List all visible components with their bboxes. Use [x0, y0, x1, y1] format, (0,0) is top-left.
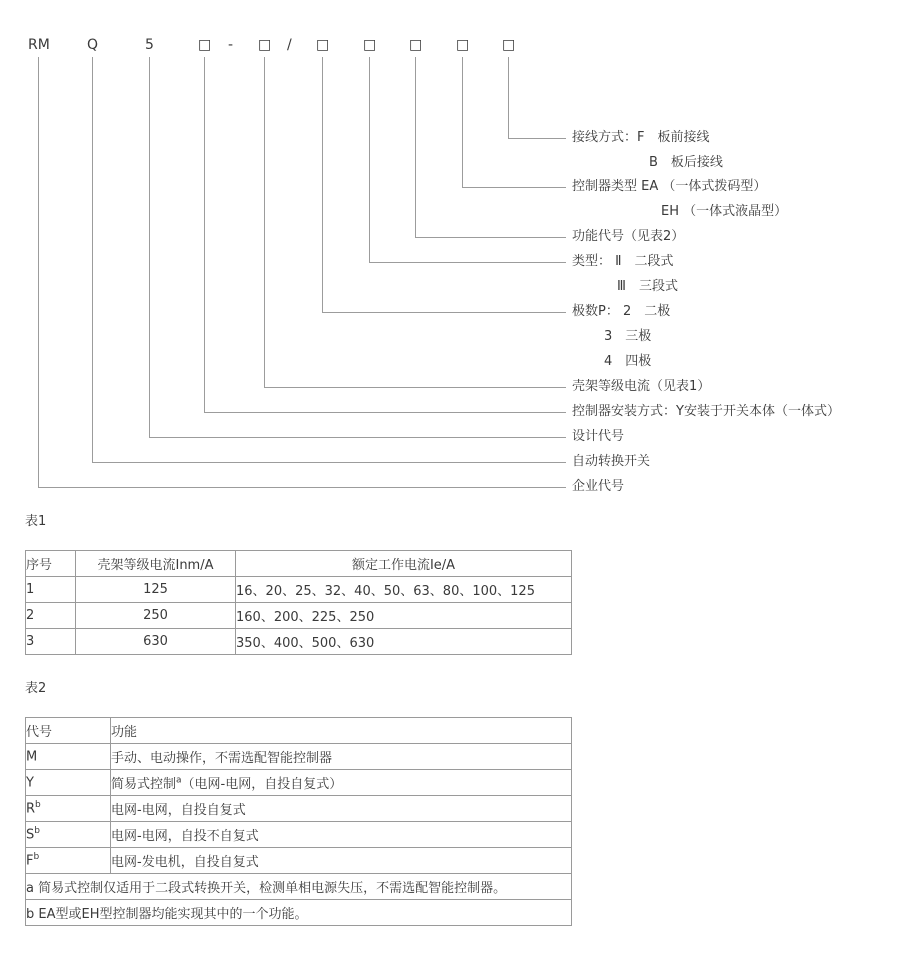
- connector-line: [149, 57, 150, 437]
- table2-function-codes: [25, 717, 572, 926]
- poles-label-2: 3 三极: [604, 329, 652, 344]
- connector-line: [415, 57, 416, 237]
- model-box: □: [198, 37, 212, 53]
- cell-code: [26, 744, 111, 770]
- connector-line: [415, 237, 566, 238]
- connector-line: [92, 462, 566, 463]
- code-text: M: [26, 749, 38, 765]
- table1-frame-current: [25, 550, 572, 655]
- cell-serial: 2: [26, 603, 76, 629]
- table-row: [26, 770, 572, 796]
- cell-code: [26, 822, 111, 848]
- col-header-function: 功能: [111, 718, 572, 744]
- function-text: 电网-电网，自投不自复式: [111, 829, 259, 844]
- code-text: R: [26, 801, 36, 817]
- cell-serial: 1: [26, 577, 76, 603]
- cell-rated-current: 350、400、500、630: [236, 629, 572, 655]
- design-code-label: 设计代号: [572, 429, 625, 444]
- model-box: □: [363, 37, 377, 53]
- wiring-method-label-2: B 板后接线: [649, 155, 723, 170]
- table-header-row: [26, 551, 572, 577]
- col-header-code: 代号: [26, 718, 111, 744]
- superscript: a: [176, 775, 182, 786]
- connector-line: [264, 387, 566, 388]
- type-label: 类型： Ⅱ 二段式: [572, 254, 674, 269]
- connector-line: [508, 57, 509, 138]
- table2-caption: 表2: [25, 681, 47, 696]
- function-text: 简易式控制: [111, 777, 177, 792]
- footnote-row: [26, 874, 572, 900]
- cell-code: [26, 770, 111, 796]
- cell-code: [26, 848, 111, 874]
- type-label-2: Ⅲ 三段式: [617, 279, 678, 294]
- table-header-row: [26, 718, 572, 744]
- col-header-frame-current: 壳架等级电流Inm/A: [76, 551, 236, 577]
- model-box: □: [258, 37, 272, 53]
- table-row: [26, 629, 572, 655]
- connector-line: [369, 262, 566, 263]
- table-row: [26, 848, 572, 874]
- model-separator-dash: -: [228, 37, 234, 53]
- connector-line: [322, 312, 566, 313]
- code-text: Y: [26, 775, 34, 791]
- connector-line: [462, 187, 566, 188]
- controller-mounting-label: 控制器安装方式：Y安装于开关本体（一体式）: [572, 404, 840, 419]
- connector-line: [264, 57, 265, 387]
- cell-function: [111, 848, 572, 874]
- cell-frame-current: 250: [76, 603, 236, 629]
- model-char: RM: [28, 37, 50, 53]
- cell-rated-current: 16、20、25、32、40、50、63、80、100、125: [236, 577, 572, 603]
- cell-frame-current: 630: [76, 629, 236, 655]
- footnote-a: a 简易式控制仅适用于二段式转换开关，检测单相电源失压，不需选配智能控制器。: [26, 874, 572, 900]
- table-row: [26, 796, 572, 822]
- table-row: [26, 603, 572, 629]
- connector-line: [508, 138, 566, 139]
- model-char: Q: [87, 37, 99, 53]
- model-separator-slash: /: [287, 37, 292, 53]
- connector-line: [204, 57, 205, 412]
- cell-rated-current: 160、200、225、250: [236, 603, 572, 629]
- function-text: 电网-发电机，自投自复式: [111, 855, 259, 870]
- col-header-rated-current: 额定工作电流Ie/A: [236, 551, 572, 577]
- poles-label-3: 4 四极: [604, 354, 652, 369]
- ats-label: 自动转换开关: [572, 454, 651, 469]
- cell-function: [111, 822, 572, 848]
- superscript: b: [34, 826, 40, 837]
- model-box: □: [456, 37, 470, 53]
- cell-serial: 3: [26, 629, 76, 655]
- cell-frame-current: 125: [76, 577, 236, 603]
- connector-line: [38, 57, 39, 487]
- function-text: （电网-电网，自投自复式）: [181, 777, 343, 792]
- cell-function: [111, 770, 572, 796]
- connector-line: [92, 57, 93, 462]
- model-box: □: [409, 37, 423, 53]
- connector-line: [369, 57, 370, 262]
- function-text: 手动、电动操作，不需选配智能控制器: [111, 751, 333, 766]
- connector-line: [204, 412, 566, 413]
- controller-type-label: 控制器类型 EA （一体式拨码型）: [572, 179, 767, 194]
- cell-code: [26, 796, 111, 822]
- table-row: [26, 577, 572, 603]
- model-box: □: [502, 37, 516, 53]
- col-header-serial: 序号: [26, 551, 76, 577]
- table1-caption: 表1: [25, 514, 47, 529]
- wiring-method-label: 接线方式：F 板前接线: [572, 130, 710, 145]
- table-row: [26, 822, 572, 848]
- cell-function: [111, 744, 572, 770]
- cell-function: [111, 796, 572, 822]
- poles-label: 极数P： 2 二极: [572, 304, 671, 319]
- superscript: b: [35, 800, 41, 811]
- model-char: 5: [145, 37, 154, 53]
- connector-line: [462, 57, 463, 187]
- function-code-label: 功能代号（见表2）: [572, 229, 685, 244]
- function-text: 电网-电网，自投自复式: [111, 803, 246, 818]
- footnote-b: b EA型或EH型控制器均能实现其中的一个功能。: [26, 900, 572, 926]
- controller-type-label-2: EH （一体式液晶型）: [661, 204, 788, 219]
- enterprise-code-label: 企业代号: [572, 479, 625, 494]
- table-row: [26, 744, 572, 770]
- superscript: b: [33, 852, 40, 863]
- connector-line: [322, 57, 323, 312]
- footnote-row: [26, 900, 572, 926]
- connector-line: [149, 437, 566, 438]
- code-text: S: [26, 827, 35, 843]
- frame-current-label: 壳架等级电流（见表1）: [572, 379, 711, 394]
- model-box: □: [316, 37, 330, 53]
- connector-line: [38, 487, 566, 488]
- code-text: F: [26, 853, 34, 869]
